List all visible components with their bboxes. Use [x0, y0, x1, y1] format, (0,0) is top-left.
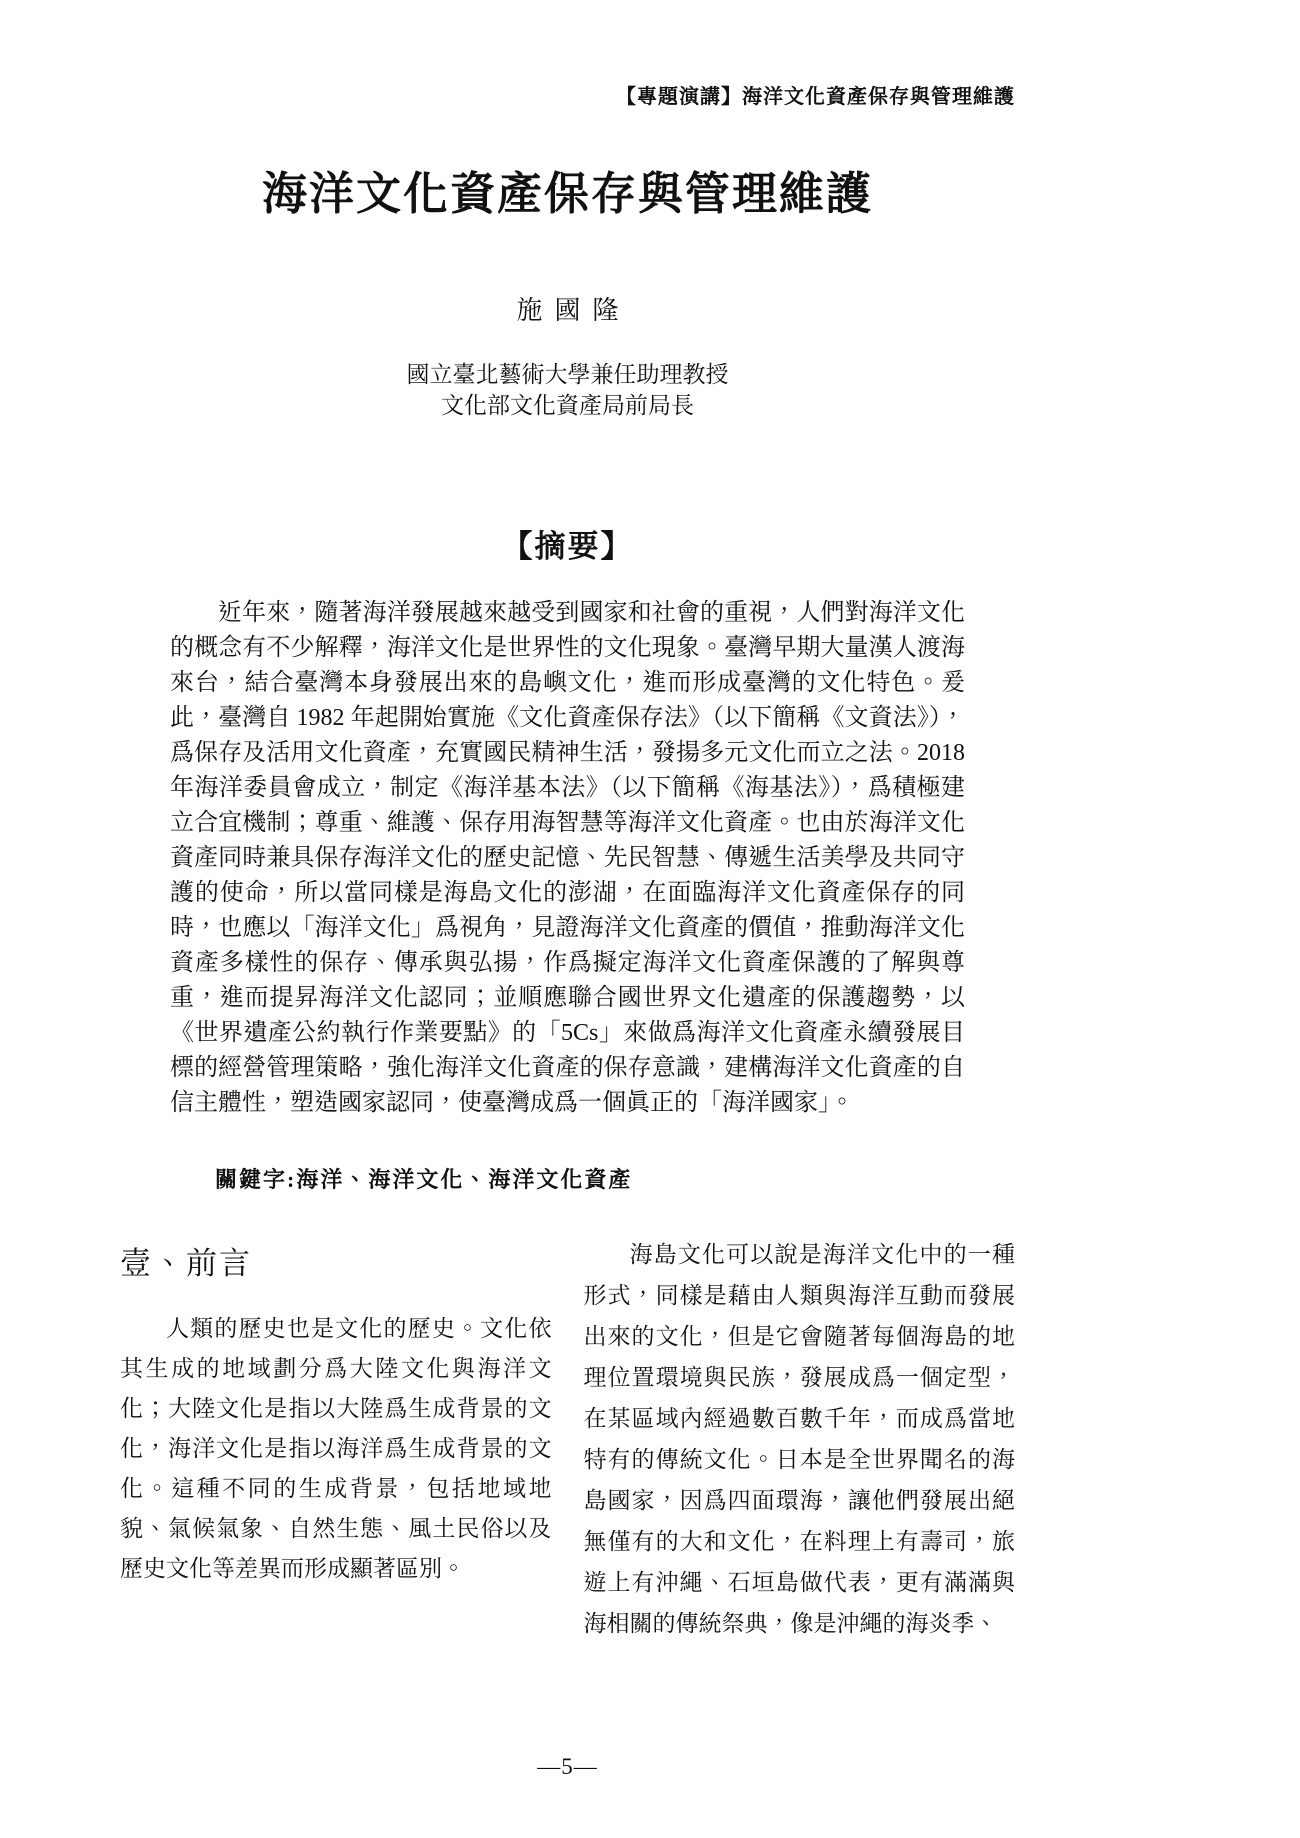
abstract-heading: 【摘要】 [501, 529, 634, 564]
left-column [120, 1234, 552, 1644]
introduction-paragraph: 人類的歷史也是文化的歷史。文化依其生成的地域劃分爲大陸文化與海洋文化；大陸文化是指以大陸爲生成背景的文化，海洋文化是指以海洋爲生成背景的文化。這種不同的生成背景，包括地域地貌、氣候氣象、自然生態、風土民俗以及歷史文化等差異而形成顯著區別。 [120, 1316, 552, 1581]
author-name: 施國隆 [516, 296, 631, 325]
page-content [120, 0, 1015, 1838]
running-header: 【專題演講】海洋文化資產保存與管理維護 [616, 86, 1015, 108]
island-culture-paragraph: 海島文化可以說是海洋文化中的一種形式，同樣是藉由人類與海洋互動而發展出來的文化，但是它會隨著每個海島的地理位置環境與民族，發展成爲一個定型，在某區域內經過數百數千年，而成爲當地特有的傳統文化。日本是全世界聞名的海島國家，因爲四面環海，讓他們發展出絕無僅有的大和文化，在料理上有壽司，旅遊上有沖繩、石垣島做代表，更有滿滿與海相關的傳統祭典，像是沖繩的海炎季、 [583, 1242, 1015, 1636]
two-column-section [120, 1234, 1015, 1644]
abstract-text: 近年來，隨著海洋發展越來越受到國家和社會的重視，人們對海洋文化的概念有不少解釋，海洋文化是世界性的文化現象。臺灣早期大量漢人渡海來台，結合臺灣本身發展出來的島嶼文化，進而形成臺灣的文化特色。爰此，臺灣自 1982 年起開始實施《文化資產保存法》（以下簡稱《文資法》），爲保存及活用文化資產，充實國民精神生活，發揚多元文化而立之法。2018 年海洋委員會成立，制定《海洋基本法》（以下簡稱《海基法》），爲積極建立合宜機制；尊重、維護、保存用海智慧等海洋文化資產。也由於海洋文化資產同時兼具保存海洋文化的歷史記憶、先民智慧、傳遞生活美學及共同守護的使命，所以當同樣是海島文化的澎湖，在面臨海洋文化資產保存的同時，也應以「海洋文化」爲視角，見證海洋文化資產的價值，推動海洋文化資產多樣性的保存、傳承與弘揚，作爲擬定海洋文化資產保護的了解與尊重，進而提昇海洋文化認同；並順應聯合國世界文化遺產的保護趨勢，以《世界遺產公約執行作業要點》的「5Cs」來做爲海洋文化資產永續發展目標的經營管理策略，強化海洋文化資產的保存意識，建構海洋文化資產的自信主體性，塑造國家認同，使臺灣成爲一個眞正的「海洋國家」。 [170, 600, 965, 1116]
author-affiliations [120, 359, 1015, 421]
page-title: 海洋文化資產保存與管理維護 [261, 169, 873, 219]
affiliation-line-1: 國立臺北藝術大學兼任助理教授 [406, 361, 729, 387]
right-column [584, 1234, 1016, 1644]
keywords-line: 關鍵字:海洋、海洋文化、海洋文化資產 [215, 1167, 633, 1192]
page-number: —5— [537, 1754, 598, 1779]
affiliation-line-2: 文化部文化資產局前局長 [441, 392, 694, 418]
section-heading-introduction: 壹、前言 [120, 1246, 252, 1281]
